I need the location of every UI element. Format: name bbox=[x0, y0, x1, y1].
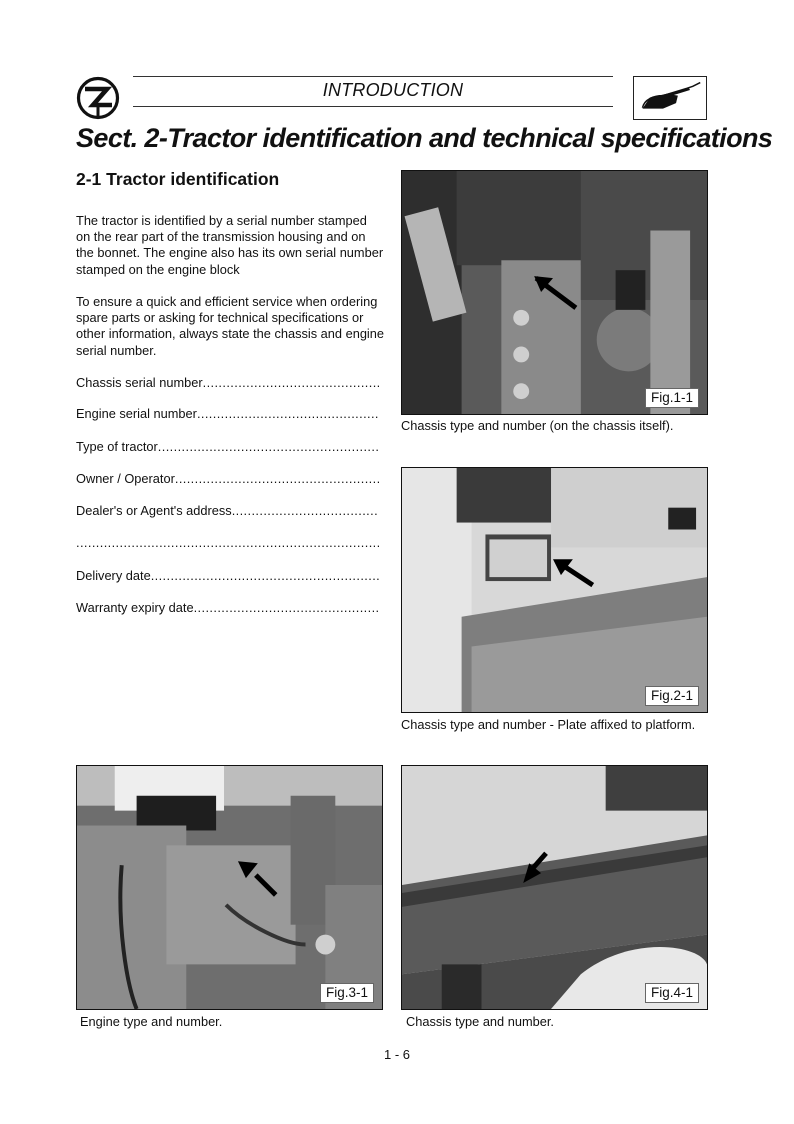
form-label: Delivery date bbox=[76, 568, 151, 583]
form-row-owner bbox=[76, 471, 379, 487]
dotted-fill bbox=[232, 503, 379, 518]
figure-2-caption: Chassis type and number - Plate affixed to platform. bbox=[401, 717, 696, 732]
form-row-engine-serial bbox=[76, 406, 379, 422]
figure-3-photo bbox=[76, 765, 383, 1010]
form-row-chassis-serial bbox=[76, 375, 379, 391]
form-label: Type of tractor bbox=[76, 439, 158, 454]
header-title: INTRODUCTION bbox=[322, 80, 464, 100]
form-label: Warranty expiry date bbox=[76, 600, 194, 615]
form-row-address-continued bbox=[76, 535, 379, 551]
section-title: Sect. 2-Tractor identification and technical specifications bbox=[76, 123, 773, 153]
figure-label: Fig.2-1 bbox=[645, 686, 699, 706]
form-label: Engine serial number bbox=[76, 406, 197, 421]
form-row-dealer-address bbox=[76, 503, 379, 519]
dotted-fill bbox=[175, 471, 379, 486]
figure-1-caption: Chassis type and number (on the chassis itself). bbox=[401, 418, 674, 433]
form-label: Owner / Operator bbox=[76, 471, 175, 486]
figure-2-photo bbox=[401, 467, 708, 713]
figure-1-photo bbox=[401, 170, 708, 415]
form-label: Dealer's or Agent's address bbox=[76, 503, 232, 518]
figure-4-caption: Chassis type and number. bbox=[406, 1014, 554, 1029]
dotted-fill bbox=[197, 406, 379, 421]
intro-paragraph: The tractor is identified by a serial number stamped on the rear part of the transmission housing and on the bonnet. The engine also has its own serial number stamped on the engine block bbox=[76, 213, 384, 277]
figure-3-caption: Engine type and number. bbox=[80, 1014, 223, 1029]
page-number: 1 - 6 bbox=[383, 1047, 410, 1062]
figure-4-photo bbox=[401, 765, 708, 1010]
header-rule-bottom bbox=[133, 106, 613, 107]
service-paragraph: To ensure a quick and efficient service when ordering spare parts or asking for technical specifications or other information, always state the chassis and engine serial number. bbox=[76, 294, 385, 358]
subsection-title: 2-1 Tractor identification bbox=[76, 169, 280, 189]
form-row-tractor-type bbox=[76, 439, 379, 455]
header-rule-top bbox=[133, 76, 613, 77]
figure-label: Fig.1-1 bbox=[645, 388, 699, 408]
form-label: Chassis serial number bbox=[76, 375, 203, 390]
form-row-delivery-date bbox=[76, 568, 379, 584]
figure-label: Fig.4-1 bbox=[645, 983, 699, 1003]
dotted-fill bbox=[151, 568, 379, 583]
form-row-warranty-expiry bbox=[76, 600, 379, 616]
figure-label: Fig.3-1 bbox=[320, 983, 374, 1003]
brand-logo bbox=[76, 76, 120, 120]
dotted-fill bbox=[158, 439, 379, 454]
dotted-fill bbox=[203, 375, 379, 390]
dotted-fill bbox=[194, 600, 379, 615]
dotted-fill bbox=[76, 535, 379, 550]
hand-pointer-icon bbox=[633, 76, 707, 120]
